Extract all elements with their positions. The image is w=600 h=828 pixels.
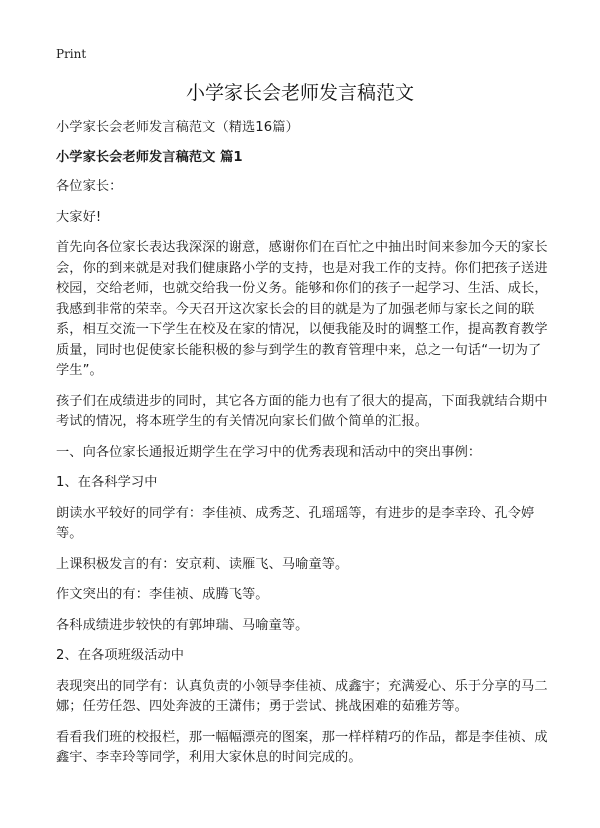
section-heading: 小学家长会老师发言稿范文 篇1 <box>56 149 243 165</box>
document-body <box>56 118 550 779</box>
body-paragraph: 各科成绩进步较快的有郭坤瑞、马喻童等。 <box>56 617 309 633</box>
body-paragraph: 作文突出的有：李佳祯、成腾飞等。 <box>56 587 269 602</box>
body-paragraph: 一、向各位家长通报近期学生在学习中的优秀表现和活动中的突出事例： <box>56 444 482 460</box>
greeting-paragraph: 大家好! <box>56 209 102 225</box>
body-paragraph: 首先向各位家长表达我深深的谢意，感谢你们在百忙之中抽出时间来参加今天的家长会，你的到来就是对我们健康路小学的支持，也是对我工作的支持。你们把孩子送进校园，交给老师，也就交给我一份义务。能够和你们的孩子一起学习、生活、成长，我感到非常的荣幸。今天召开这次家长会的目的就是为了加强老师与家长之间的联系，相互交流一下学生在校及在家的情况，以便我能及时的调整工作，提高教育教学质量，同时也促使家长能积极的参与到学生的教育管理中来，总之一句话“一切为了学生”。 <box>56 240 548 378</box>
document-subtitle: 小学家长会老师发言稿范文（精选16篇） <box>56 120 299 135</box>
body-paragraph: 看看我们班的校报栏，那一幅幅漂亮的图案，那一样样精巧的作品，都是李佳祯、成鑫宇、李幸玲等同学，利用大家休息的时间完成的。 <box>56 729 548 765</box>
body-paragraph: 孩子们在成绩进步的同时，其它各方面的能力也有了很大的提高，下面我就结合期中考试的情况，将本班学生的有关情况向家长们做个简单的汇报。 <box>56 393 548 429</box>
body-paragraph: 表现突出的同学有：认真负责的小领导李佳祯、成鑫宇；充满爱心、乐于分享的马二娜；任劳任怨、四处奔波的王潇伟；勇于尝试、挑战困难的茹雅芳等。 <box>56 678 548 714</box>
greeting-paragraph: 各位家长： <box>56 179 123 194</box>
body-paragraph: 上课积极发言的有：安京莉、读雁飞、马喻童等。 <box>56 556 349 572</box>
body-paragraph: 朗读水平较好的同学有：李佳祯、成秀芝、孔瑶瑶等，有进步的是李幸玲、孔令婷等。 <box>56 505 535 541</box>
body-paragraph: 1、在各科学习中 <box>56 475 158 490</box>
page-title: 小学家长会老师发言稿范文 <box>185 82 414 104</box>
print-label: Print <box>56 47 87 61</box>
body-paragraph: 2、在各项班级活动中 <box>56 648 185 663</box>
